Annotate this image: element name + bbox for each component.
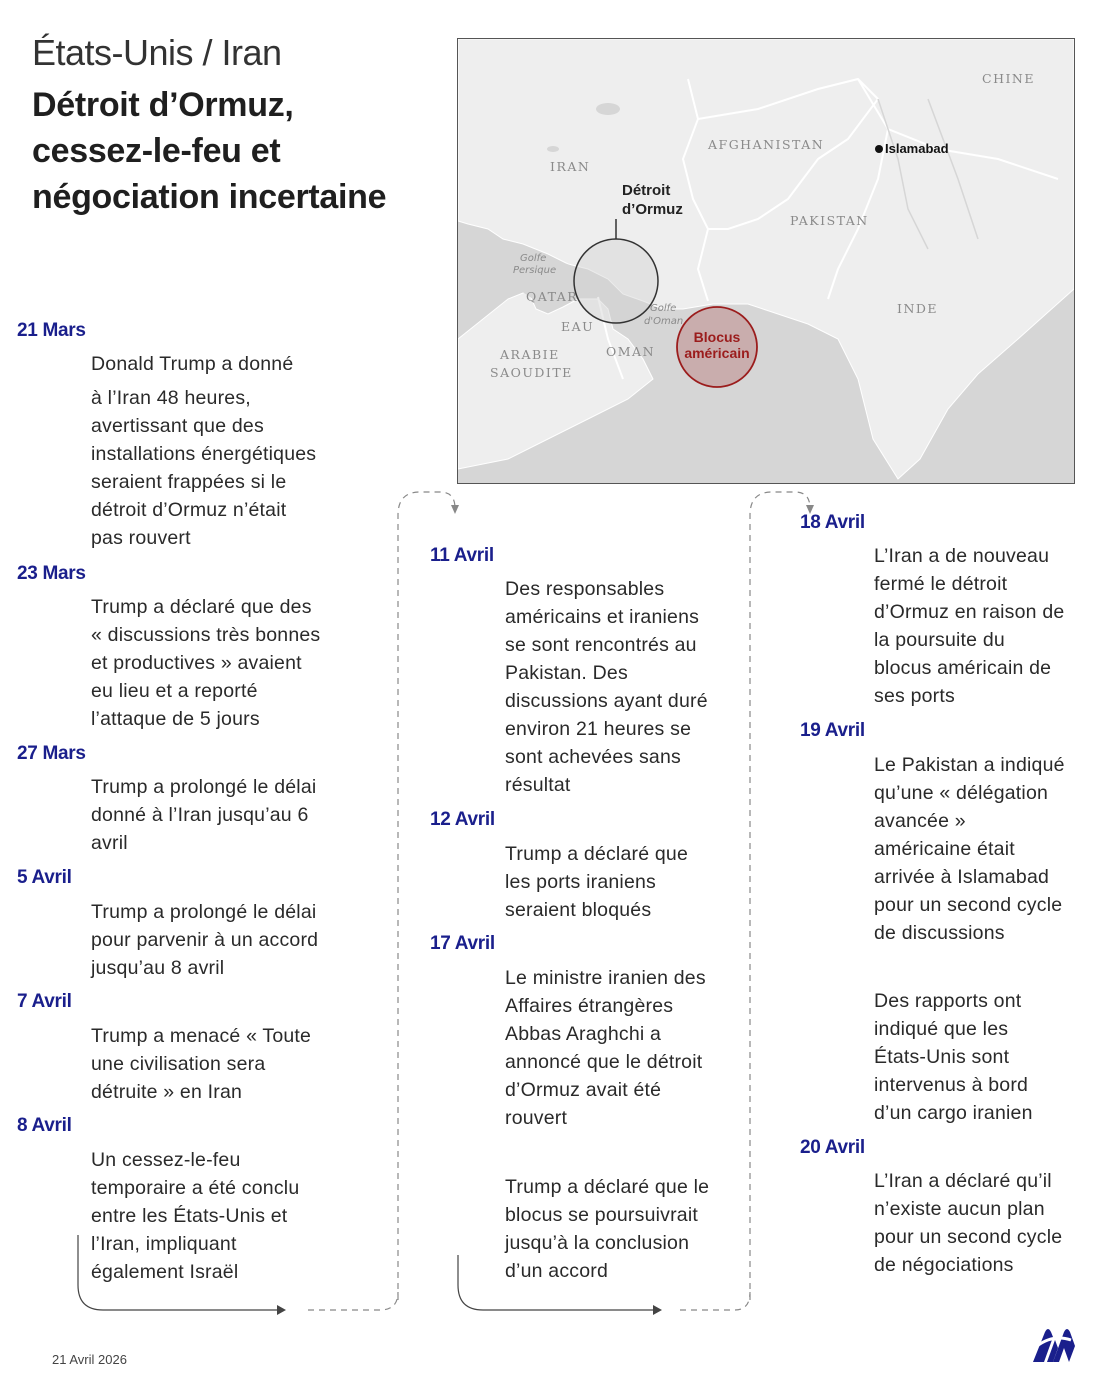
arrow-down-icon: [451, 505, 459, 514]
connector-col1-bottom-dashed: [308, 1292, 398, 1310]
label-blocus-1: Blocus: [693, 329, 741, 345]
timeline-event: Le Pakistan a indiqué qu’une « délégation avancée » américaine était arrivée à Islamabad pour un second cycle de discussions: [874, 754, 1065, 944]
timeline-event: Trump a prolongé le délai pour parvenir à un accord jusqu’au 8 avril: [91, 901, 319, 979]
title-line-1: Détroit d’Ormuz,: [32, 86, 294, 124]
label-golfe-oman-2: d'Oman: [644, 316, 684, 327]
supertitle: États-Unis / Iran: [32, 32, 282, 73]
connector-col2-bottom-dashed: [680, 1292, 750, 1310]
label-blocus-2: américain: [684, 345, 750, 361]
timeline-event: Trump a prolongé le délai donné à l’Iran jusqu’au 6 avril: [91, 776, 317, 854]
timeline-date: 12 Avril: [430, 809, 495, 830]
label-eau: EAU: [561, 319, 595, 334]
label-qatar: QATAR: [526, 289, 579, 304]
title-line-2: cessez-le-feu et: [32, 132, 281, 170]
timeline-event: L’Iran a déclaré qu’il n’existe aucun plan pour un second cycle de négociations: [874, 1170, 1063, 1276]
timeline-event: Trump a déclaré que les ports iraniens seraient bloqués: [505, 843, 689, 921]
arrow-icon: [277, 1305, 286, 1315]
timeline-date: 7 Avril: [17, 991, 72, 1012]
timeline-date: 19 Avril: [800, 720, 865, 741]
arrow-icon: [653, 1305, 662, 1315]
timeline-date: 5 Avril: [17, 867, 72, 888]
label-golfe-oman-1: Golfe: [650, 303, 677, 314]
label-iran: IRAN: [550, 159, 591, 174]
timeline-event: Un cessez-le-feu temporaire a été conclu entre les États-Unis et l’Iran, impliquant également Israël: [91, 1149, 300, 1283]
timeline-event: Des rapports ont indiqué que les États-Unis sont intervenus à bord d’un cargo iranien: [874, 990, 1033, 1124]
timeline-date: 23 Mars: [17, 563, 86, 584]
timeline-event: Trump a déclaré que des « discussions très bonnes et productives » avaient eu lieu et a reporté l’attaque de 5 jours: [91, 596, 321, 730]
label-inde: INDE: [897, 301, 939, 316]
timeline-date: 17 Avril: [430, 933, 495, 954]
label-afghanistan: AFGHANISTAN: [708, 137, 825, 152]
timeline-event: L’Iran a de nouveau fermé le détroit d’Ormuz en raison de la poursuite du blocus américain de ses ports: [874, 545, 1065, 707]
connector-col2-col3-dashed: [750, 492, 810, 1300]
timeline-event: Trump a menacé « Toute une civilisation sera détruite » en Iran: [91, 1025, 312, 1103]
aa-logo-icon: [1031, 1326, 1075, 1364]
timeline-event: Trump a déclaré que le blocus se poursuivrait jusqu’à la conclusion d’un accord: [505, 1176, 710, 1282]
timeline-date: 18 Avril: [800, 512, 865, 533]
connector-col1-col2-dashed: [398, 492, 455, 1300]
label-oman: OMAN: [606, 344, 656, 359]
label-pakistan: PAKISTAN: [790, 213, 869, 228]
label-chine: CHINE: [982, 71, 1035, 86]
timeline-event: Des responsables américains et iraniens se sont rencontrés au Pakistan. Des discussions ayant duré environ 21 heures se sont achevées sans résultat: [505, 578, 708, 796]
timeline-date: 8 Avril: [17, 1115, 72, 1136]
timeline-event: Donald Trump a donné à l’Iran 48 heures, avertissant que des installations énergétiques seraient frappées si le détroit d’Ormuz n’était pas rouvert: [91, 353, 317, 549]
timeline-date: 21 Mars: [17, 320, 86, 341]
label-detroit-1: Détroit: [622, 182, 671, 199]
timeline-date: 20 Avril: [800, 1137, 865, 1158]
label-golfe-persique-1: Golfe: [520, 253, 547, 264]
timeline-date: 27 Mars: [17, 743, 86, 764]
label-arabie: ARABIE: [500, 347, 560, 362]
timeline-date: 11 Avril: [430, 545, 494, 566]
label-detroit-2: d’Ormuz: [622, 201, 683, 218]
timeline-event: Le ministre iranien des Affaires étrangères Abbas Araghchi a annoncé que le détroit d’Ormuz avait été rouvert: [505, 967, 706, 1129]
label-islamabad: Islamabad: [885, 141, 949, 156]
label-saoudite: SAOUDITE: [490, 365, 573, 380]
label-golfe-persique-2: Persique: [513, 265, 557, 276]
title-line-3: négociation incertaine: [32, 178, 387, 216]
footer-date: 21 Avril 2026: [52, 1352, 127, 1367]
